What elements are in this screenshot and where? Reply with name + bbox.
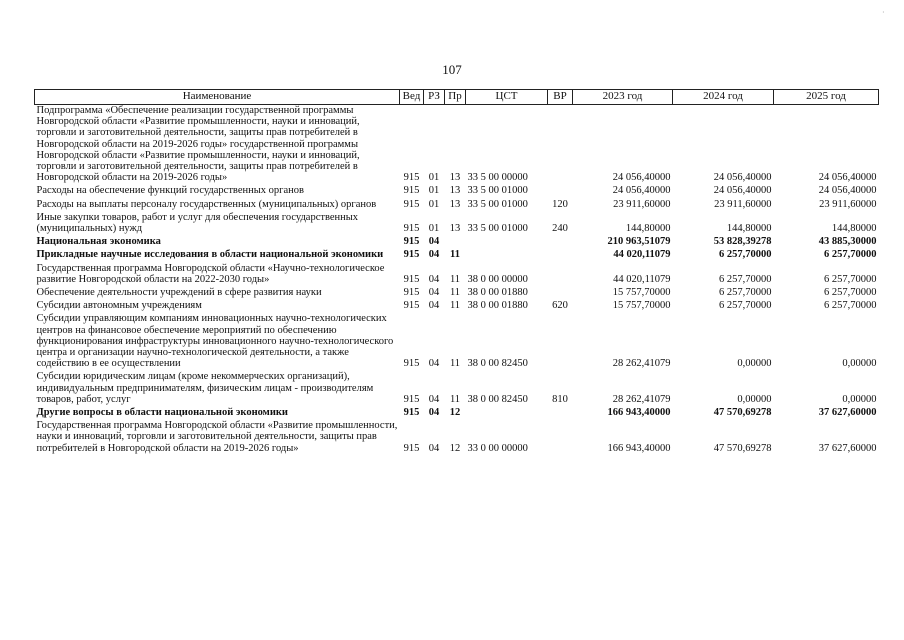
row-vr xyxy=(548,285,573,298)
row-amount-2024: 47 570,69278 xyxy=(713,407,772,419)
row-amount-2025: 6 257,70000 xyxy=(824,300,877,312)
row-cst: 33 5 00 01000 xyxy=(467,198,528,210)
table-row xyxy=(35,311,879,369)
row-name: Другие вопросы в области национальной экономики xyxy=(36,407,288,419)
col-header-2024: 2024 год xyxy=(673,90,774,105)
row-vr: 810 xyxy=(552,393,568,405)
row-amount-2024: 6 257,70000 xyxy=(719,287,772,299)
row-name: Расходы на выплаты персоналу государственных (муниципальных) органов xyxy=(36,198,377,210)
row-amount-2025: 37 627,60000 xyxy=(818,407,877,419)
row-ved: 915 xyxy=(403,223,420,235)
row-amount-2024: 23 911,60000 xyxy=(714,198,772,210)
row-rz: 04 xyxy=(428,273,440,285)
row-name: Субсидии управляющим компаниям инновационных научно-технологических центров на финансовое обеспечение мероприятий по обеспечению функционирования инфраструктуры инновационного научно-технологического центра и организации научно-технологической деятельности, а также содействию в ее осуществлении xyxy=(36,313,394,370)
row-amount-2025: 24 056,40000 xyxy=(818,185,877,197)
row-amount-2025: 37 627,60000 xyxy=(818,442,877,454)
col-header-2025: 2025 год xyxy=(774,90,879,105)
row-amount-2024: 0,00000 xyxy=(737,393,772,405)
row-name: Иные закупки товаров, работ и услуг для обеспечения государственных (муниципальных) нужд xyxy=(36,211,359,235)
row-rz: 04 xyxy=(428,236,440,248)
row-ved: 915 xyxy=(403,249,420,261)
row-amount-2023: 15 757,70000 xyxy=(612,300,671,312)
row-amount-2025: 43 885,30000 xyxy=(818,236,877,248)
col-header-2023: 2023 год xyxy=(573,90,673,105)
row-name: Субсидии автономным учреждениям xyxy=(36,300,202,312)
row-amount-2025: 6 257,70000 xyxy=(824,273,877,285)
row-vr xyxy=(548,311,573,369)
row-amount-2023: 44 020,11079 xyxy=(613,249,671,261)
row-name: Национальная экономика xyxy=(36,236,161,248)
row-vr: 120 xyxy=(552,198,568,210)
row-pr: 11 xyxy=(449,287,461,299)
row-pr: 11 xyxy=(449,393,461,405)
table-row xyxy=(35,183,879,196)
row-cst: 33 5 00 00000 xyxy=(467,172,528,184)
row-cst: 38 0 00 82450 xyxy=(467,358,528,370)
row-vr xyxy=(548,261,573,285)
row-pr: 12 xyxy=(449,407,461,419)
row-vr: 240 xyxy=(552,223,568,235)
row-cst: 38 0 00 01880 xyxy=(467,300,528,312)
row-cst xyxy=(466,247,548,260)
row-vr xyxy=(548,247,573,260)
row-cst: 33 5 00 01000 xyxy=(467,185,528,197)
row-amount-2025: 0,00000 xyxy=(842,358,877,370)
row-ved: 915 xyxy=(403,442,420,454)
row-vr xyxy=(548,418,573,454)
row-vr xyxy=(548,234,573,247)
table-row xyxy=(35,298,879,311)
row-pr: 13 xyxy=(449,223,461,235)
col-header-cst: ЦСТ xyxy=(466,90,548,105)
table-row xyxy=(35,418,879,454)
row-amount-2023: 144,80000 xyxy=(625,223,671,235)
row-ved: 915 xyxy=(403,393,420,405)
row-amount-2024: 6 257,70000 xyxy=(719,249,772,261)
table-header-row xyxy=(35,90,879,105)
row-name: Подпрограмма «Обеспечение реализации государственной программы Новгородской области «Развитие промышленности, науки и инноваций, торговли и заготовительной деятельности, защиты прав потребителей в Новгородской области на 2019-2026 годы» государственной программы Новгородской области «Развитие промышленности, науки и инноваций, торговли и заготовительной деятельности, защиты прав потребителей в Новгородской области на 2019-2026 годы» xyxy=(36,105,360,184)
table-row xyxy=(35,234,879,247)
table-row xyxy=(35,247,879,260)
row-amount-2025: 144,80000 xyxy=(831,223,877,235)
row-amount-2024: 144,80000 xyxy=(726,223,772,235)
row-ved: 915 xyxy=(403,358,420,370)
col-header-pr: Пр xyxy=(445,90,466,105)
table-row xyxy=(35,369,879,405)
row-amount-2023: 28 262,41079 xyxy=(612,393,671,405)
row-rz: 01 xyxy=(428,198,440,210)
row-amount-2023: 166 943,40000 xyxy=(607,407,671,419)
row-amount-2024: 6 257,70000 xyxy=(719,300,772,312)
table-row xyxy=(35,261,879,285)
table-row xyxy=(35,285,879,298)
row-amount-2023: 166 943,40000 xyxy=(607,442,671,454)
row-pr xyxy=(445,234,466,247)
row-amount-2024: 0,00000 xyxy=(737,358,772,370)
row-rz: 04 xyxy=(428,442,440,454)
row-rz: 01 xyxy=(428,223,440,235)
row-name: Субсидии юридическим лицам (кроме некоммерческих организаций), индивидуальным предпринимателям, физическим лицам - производителям товаров, работ, услуг xyxy=(36,371,374,405)
col-header-ved: Вед xyxy=(400,90,424,105)
col-header-rz: РЗ xyxy=(424,90,445,105)
row-rz: 04 xyxy=(428,249,440,261)
row-amount-2024: 53 828,39278 xyxy=(713,236,772,248)
row-name: Государственная программа Новгородской области «Научно-технологическое развитие Новгородской области на 2022-2030 годы» xyxy=(36,262,385,285)
row-vr: 620 xyxy=(552,300,568,312)
row-rz: 04 xyxy=(428,287,440,299)
table-row xyxy=(35,405,879,418)
corner-mark: · xyxy=(882,8,885,17)
row-pr: 12 xyxy=(449,442,461,454)
row-amount-2025: 23 911,60000 xyxy=(819,198,877,210)
row-amount-2023: 24 056,40000 xyxy=(612,185,671,197)
row-amount-2024: 24 056,40000 xyxy=(713,185,772,197)
row-amount-2025: 6 257,70000 xyxy=(824,249,877,261)
row-pr: 11 xyxy=(449,300,461,312)
row-cst xyxy=(466,405,548,418)
row-rz: 04 xyxy=(428,358,440,370)
row-rz: 04 xyxy=(428,407,440,419)
row-rz: 04 xyxy=(428,393,440,405)
row-cst: 38 0 00 82450 xyxy=(467,393,528,405)
row-ved: 915 xyxy=(403,198,420,210)
row-ved: 915 xyxy=(403,273,420,285)
row-amount-2023: 28 262,41079 xyxy=(612,358,671,370)
row-amount-2023: 24 056,40000 xyxy=(612,172,671,184)
row-ved: 915 xyxy=(403,172,420,184)
row-ved: 915 xyxy=(403,287,420,299)
row-amount-2024: 47 570,69278 xyxy=(713,442,772,454)
table-row xyxy=(35,197,879,210)
row-pr: 11 xyxy=(450,249,460,261)
row-pr: 11 xyxy=(449,358,461,370)
row-pr: 11 xyxy=(449,273,461,285)
row-ved: 915 xyxy=(403,300,420,312)
row-amount-2023: 210 963,51079 xyxy=(607,236,671,248)
budget-table xyxy=(34,89,879,454)
col-header-vr: ВР xyxy=(548,90,573,105)
row-amount-2025: 6 257,70000 xyxy=(824,287,877,299)
row-cst: 38 0 00 01880 xyxy=(467,287,528,299)
row-name: Обеспечение деятельности учреждений в сфере развития науки xyxy=(36,287,322,299)
row-amount-2023: 23 911,60000 xyxy=(613,198,671,210)
row-cst: 33 5 00 01000 xyxy=(467,223,528,235)
row-rz: 01 xyxy=(428,172,440,184)
row-cst: 33 0 00 00000 xyxy=(467,442,528,454)
row-amount-2025: 24 056,40000 xyxy=(818,172,877,184)
row-pr: 13 xyxy=(449,198,461,210)
row-rz: 01 xyxy=(428,185,440,197)
col-header-name: Наименование xyxy=(35,90,400,105)
row-name: Расходы на обеспечение функций государственных органов xyxy=(36,185,304,197)
row-amount-2023: 44 020,11079 xyxy=(613,273,671,285)
row-name: Государственная программа Новгородской области «Развитие промышленности, науки и инноваций, торговли и заготовительной деятельности, защиты прав потребителей в Новгородской области на 2019-2026 годы» xyxy=(36,420,398,454)
row-amount-2024: 24 056,40000 xyxy=(713,172,772,184)
table-row xyxy=(35,105,879,184)
row-vr xyxy=(548,183,573,196)
row-amount-2023: 15 757,70000 xyxy=(612,287,671,299)
row-pr: 13 xyxy=(449,185,461,197)
row-ved: 915 xyxy=(403,236,420,248)
row-cst xyxy=(466,234,548,247)
row-amount-2025: 0,00000 xyxy=(842,393,877,405)
row-rz: 04 xyxy=(428,300,440,312)
row-vr xyxy=(548,105,573,184)
table-row xyxy=(35,210,879,234)
row-vr xyxy=(548,405,573,418)
row-ved: 915 xyxy=(403,407,420,419)
row-name: Прикладные научные исследования в области национальной экономики xyxy=(36,249,384,261)
row-cst: 38 0 00 00000 xyxy=(467,273,528,285)
row-ved: 915 xyxy=(403,185,420,197)
row-pr: 13 xyxy=(449,172,461,184)
page-number: 107 xyxy=(442,62,462,77)
row-amount-2024: 6 257,70000 xyxy=(719,273,772,285)
